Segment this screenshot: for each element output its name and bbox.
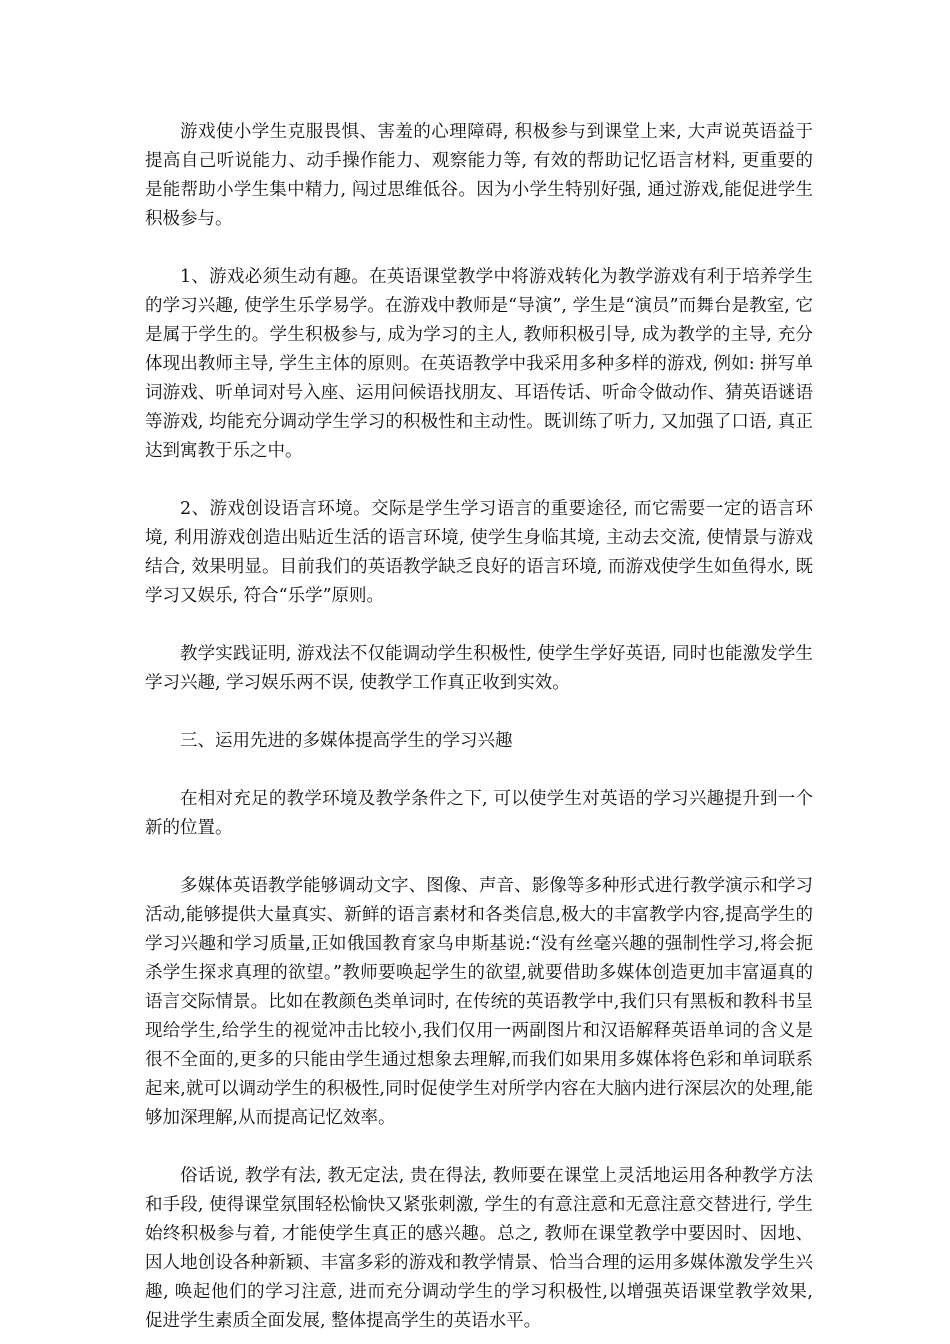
paragraph-teaching-conditions: 在相对充足的教学环境及教学条件之下, 可以使学生对英语的学习兴趣提升到一个新的位置。 — [145, 789, 813, 838]
section-heading-multimedia: 三、运用先进的多媒体提高学生的学习兴趣 — [180, 731, 513, 751]
paragraph-conclusion: 俗话说, 教学有法, 教无定法, 贵在得法, 教师要在课堂上灵活地运用各种教学方法和手段, 使得课堂氛围轻松愉快又紧张刺激, 学生的有意注意和无意注意交替进行, 学生始终积极参与着, 才能使学生真正的感兴趣。总之, 教师在课堂教学中要因时、因地、因人地创设各种新颖、丰富多彩的游戏和教学情景、恰当合理的运用多媒体激发学生兴趣, 唤起他们的学习注意, 进而充分调动学生的学习积极性,以增强英语课堂教学效果, 促进学生素质全面发展, 整体提高学生的英语水平。 — [145, 1166, 813, 1331]
paragraph-game-interesting: 1、游戏必须生动有趣。在英语课堂教学中将游戏转化为教学游戏有利于培养学生的学习兴趣, 使学生乐学易学。在游戏中教师是“导演”, 学生是“演员”而舞台是教室, 它是属于学生的。学生积极参与, 成为学习的主人, 教师积极引导, 成为教学的主导, 充分体现出教师主导, 学生主体的原则。在英语教学中我采用多种多样的游戏, 例如: 拼写单词游戏、听单词对号入座、运用问候语找朋友、耳语传话、听命令做动作、猜英语谜语等游戏, 均能充分调动学生学习的积极性和主动性。既训练了听力, 又加强了口语, 真正达到寓教于乐之中。 — [145, 267, 813, 461]
paragraph-game-benefits: 游戏使小学生克服畏惧、害羞的心理障碍, 积极参与到课堂上来, 大声说英语益于提高自己听说能力、动手操作能力、观察能力等, 有效的帮助记忆语言材料, 更重要的是能帮助小学生集中精力, 闯过思维低谷。因为小学生特别好强, 通过游戏,能促进学生积极参与。 — [145, 122, 813, 229]
paragraph-teaching-practice: 教学实践证明, 游戏法不仅能调动学生积极性, 使学生学好英语, 同时也能激发学生学习兴趣, 学习娱乐两不误, 使教学工作真正收到实效。 — [145, 644, 813, 693]
document-body — [145, 118, 813, 1336]
paragraph-game-language-environment: 2、游戏创设语言环境。交际是学生学习语言的重要途径, 而它需要一定的语言环境, 利用游戏创造出贴近生活的语言环境, 使学生身临其境, 主动去交流, 使情景与游戏结合, 效果明显。目前我们的英语教学缺乏良好的语言环境, 而游戏使学生如鱼得水, 既学习又娱乐, 符合“乐学”原则。 — [145, 499, 813, 606]
paragraph-multimedia-teaching: 多媒体英语教学能够调动文字、图像、声音、影像等多种形式进行教学演示和学习活动,能够提供大量真实、新鲜的语言素材和各类信息,极大的丰富教学内容,提高学生的学习兴趣和学习质量,正如俄国教育家乌申斯基说:“没有丝毫兴趣的强制性学习,将会扼杀学生探求真理的欲望。”教师要唤起学生的欲望,就要借助多媒体创造更加丰富逼真的语言交际情景。比如在教颜色类单词时, 在传统的英语教学中,我们只有黑板和教科书呈现给学生,给学生的视觉冲击比较小,我们仅用一两副图片和汉语解释英语单词的含义是很不全面的,更多的只能由学生通过想象去理解,而我们如果用多媒体将色彩和单词联系起来,就可以调动学生的积极性,同时促使学生对所学内容在大脑内进行深层次的处理,能够加深理解,从而提高记忆效率。 — [145, 876, 813, 1128]
